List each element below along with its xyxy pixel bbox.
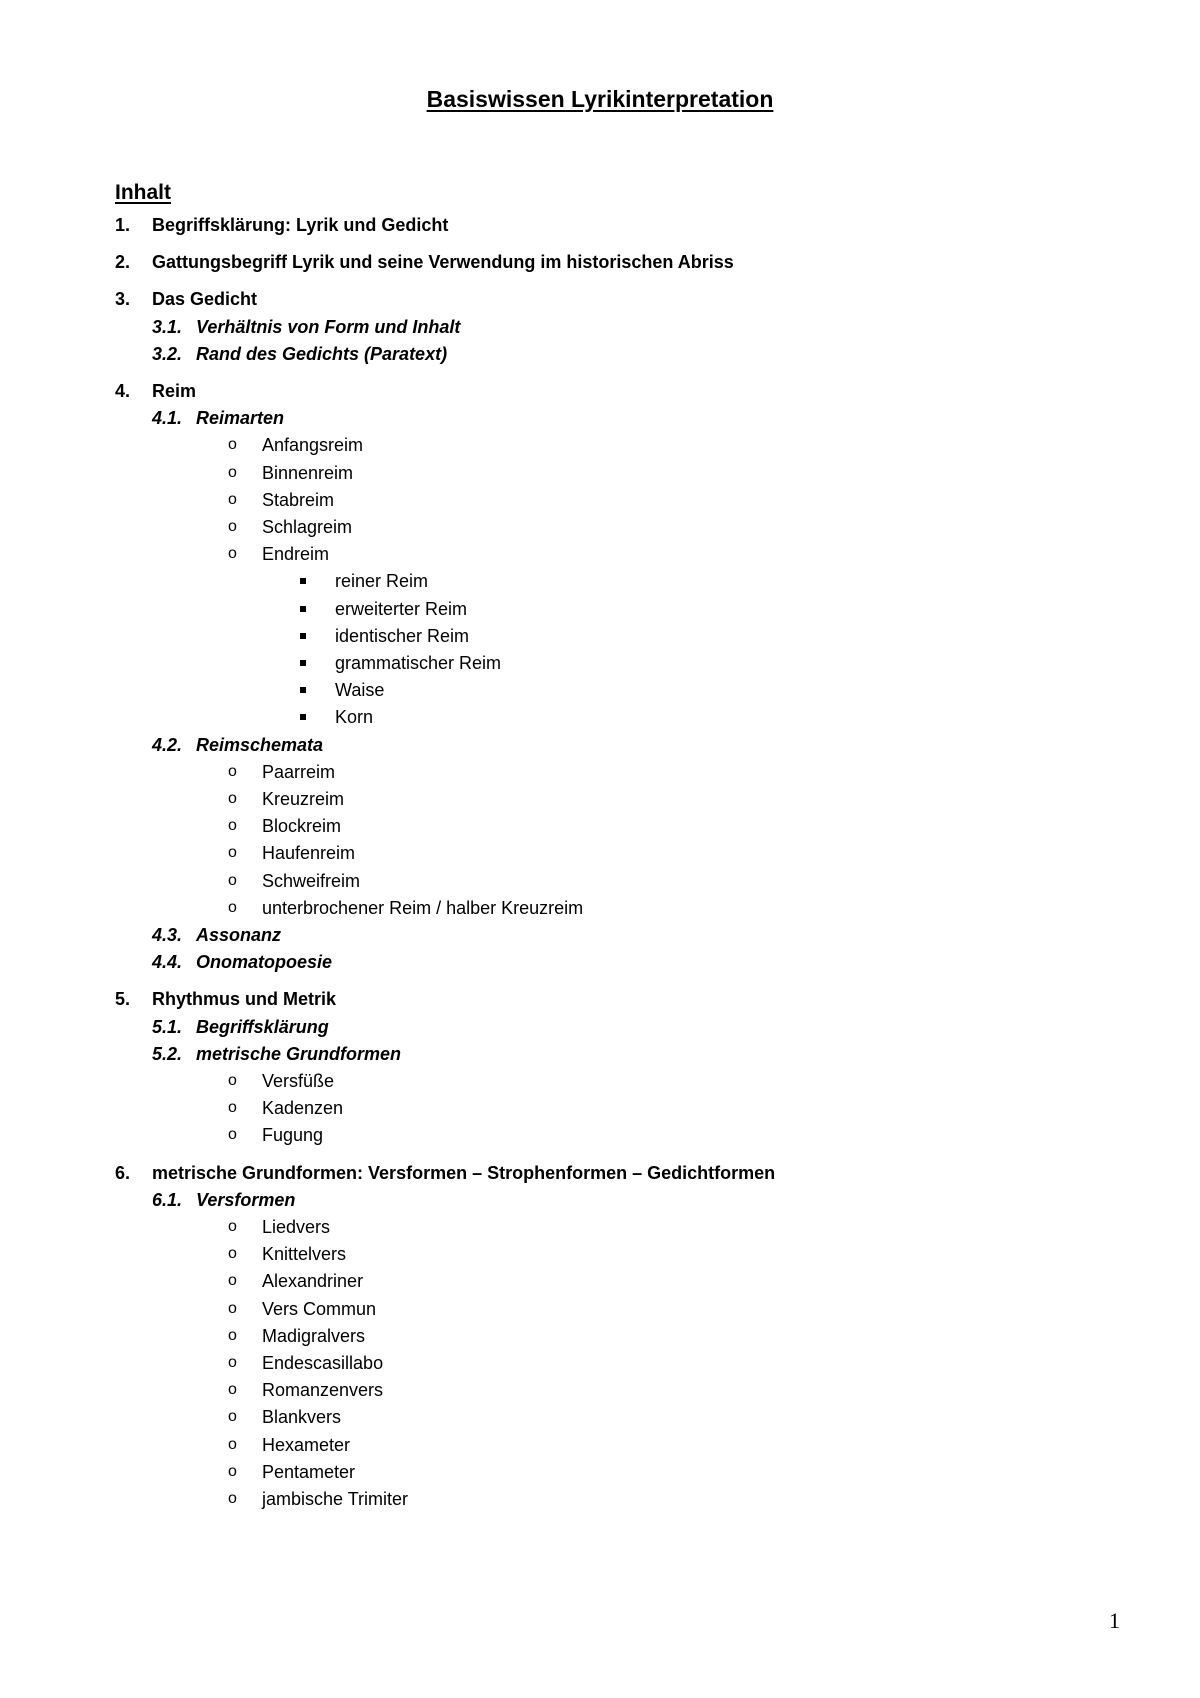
circle-bullet-icon: o	[228, 1462, 237, 1480]
circle-bullet-icon: o	[228, 1381, 237, 1399]
toc-entry-text: Paarreim	[262, 761, 336, 782]
toc-entry-number: 1.	[115, 215, 131, 235]
toc-entry-number: 5.2.	[152, 1043, 183, 1064]
toc-entry-number: 4.1.	[152, 408, 183, 429]
circle-bullet-icon: o	[228, 1099, 237, 1117]
toc-entry-text: Reim	[152, 381, 197, 401]
toc-entry-text: Anfangsreim	[262, 435, 364, 456]
circle-bullet-icon: o	[228, 463, 237, 481]
circle-bullet-icon: o	[228, 490, 237, 508]
toc-entry-text: Liedvers	[262, 1217, 331, 1237]
toc-entry-text: Blockreim	[262, 816, 342, 837]
circle-bullet-icon: o	[228, 1354, 237, 1371]
toc-entry-number: 6.	[115, 1162, 131, 1183]
toc-entry-text: Reimschemata	[196, 734, 324, 755]
toc-entry-text: Endescasillabo	[262, 1353, 384, 1373]
toc-entry-text: Assonanz	[196, 925, 282, 945]
toc-entry-number: 2.	[115, 252, 131, 273]
square-bullet-icon	[300, 633, 306, 639]
toc-entry-number: 4.2.	[152, 734, 183, 755]
toc-entry-text: Endreim	[262, 544, 330, 565]
circle-bullet-icon: o	[228, 1126, 237, 1144]
square-bullet-icon	[300, 714, 306, 720]
toc-entry-text: Schweifreim	[262, 870, 361, 891]
toc-entry-text: Haufenreim	[262, 843, 356, 864]
toc-entry-text: Vers Commun	[262, 1298, 377, 1319]
toc-entry-text: Korn	[335, 707, 374, 728]
toc-entry-text: jambische Trimiter	[262, 1489, 409, 1509]
circle-bullet-icon: o	[228, 844, 237, 862]
toc-entry-number: 5.	[115, 989, 131, 1010]
toc-entry-text: metrische Grundformen	[196, 1043, 402, 1064]
toc-entry-text: Stabreim	[262, 489, 335, 510]
toc-entry-text: Versfüße	[262, 1071, 335, 1091]
circle-bullet-icon: o	[228, 898, 237, 916]
toc-entry-text: Alexandriner	[262, 1271, 364, 1292]
toc-entry-number: 3.1.	[152, 316, 183, 337]
toc-entry-text: reiner Reim	[335, 571, 429, 592]
page-number: 1	[1109, 1608, 1120, 1633]
toc-entry-text: Kreuzreim	[262, 789, 345, 809]
toc-entry-text: erweiterter Reim	[335, 598, 468, 619]
toc-entry-text: Kadenzen	[262, 1098, 344, 1119]
toc-entry-number: 6.1.	[152, 1189, 183, 1210]
toc-entry-text: Romanzenvers	[262, 1380, 384, 1401]
toc-entry-text: identischer Reim	[335, 625, 470, 646]
toc-entry-number: 4.3.	[152, 925, 183, 945]
square-bullet-icon	[300, 578, 306, 584]
toc-entry-text: Das Gedicht	[152, 289, 258, 310]
document-title: Basiswissen Lyrikinterpretation	[426, 86, 774, 112]
circle-bullet-icon: o	[228, 1490, 237, 1507]
square-bullet-icon	[300, 606, 306, 612]
toc-entry-text: Madigralvers	[262, 1325, 366, 1346]
toc-entry-number: 5.1.	[152, 1016, 183, 1037]
toc-entry-text: Fugung	[262, 1125, 324, 1146]
toc-entry-text: Waise	[335, 680, 385, 701]
square-bullet-icon	[300, 687, 306, 693]
toc-entry-text: Pentameter	[262, 1461, 356, 1482]
circle-bullet-icon: o	[228, 1272, 237, 1290]
toc-heading: Inhalt	[115, 181, 171, 204]
toc-entry-text: Schlagreim	[262, 517, 353, 537]
circle-bullet-icon: o	[228, 1245, 237, 1263]
toc-entry-text: Hexameter	[262, 1434, 351, 1455]
toc-entry-number: 3.	[115, 289, 131, 310]
toc-entry-text: grammatischer Reim	[335, 653, 502, 673]
toc-entry-text: Rand des Gedichts (Paratext)	[196, 343, 448, 364]
circle-bullet-icon: o	[228, 762, 237, 780]
toc-entry-text: Gattungsbegriff Lyrik und seine Verwendung im historischen Abriss	[152, 252, 734, 273]
circle-bullet-icon: o	[228, 1408, 237, 1426]
toc-entry-text: metrische Grundformen: Versformen – Strophenformen – Gedichtformen	[152, 1162, 776, 1183]
circle-bullet-icon: o	[228, 1326, 237, 1344]
circle-bullet-icon: o	[228, 436, 237, 454]
toc-entry-text: Blankvers	[262, 1407, 342, 1428]
toc-entry-number: 3.2.	[152, 343, 183, 364]
circle-bullet-icon: o	[228, 790, 237, 807]
toc-entry-text: Onomatopoesie	[196, 952, 333, 973]
toc-entry-text: Knittelvers	[262, 1244, 347, 1265]
square-bullet-icon	[300, 660, 306, 666]
toc-entry-text: Rhythmus und Metrik	[152, 989, 337, 1010]
toc-entry-text: Verhältnis von Form und Inhalt	[196, 316, 461, 337]
toc-entry-number: 4.4.	[152, 952, 183, 973]
toc-entry-text: Reimarten	[196, 408, 285, 429]
circle-bullet-icon: o	[228, 545, 237, 563]
toc-entry-text: unterbrochener Reim / halber Kreuzreim	[262, 897, 584, 918]
circle-bullet-icon: o	[228, 871, 237, 889]
toc-entry-text: Begriffsklärung	[196, 1016, 329, 1037]
circle-bullet-icon: o	[228, 518, 237, 535]
toc-entry-text: Versformen	[196, 1189, 296, 1210]
circle-bullet-icon: o	[228, 1218, 237, 1235]
circle-bullet-icon: o	[228, 1435, 237, 1453]
toc-entry-text: Begriffsklärung: Lyrik und Gedicht	[152, 215, 449, 235]
toc-entry-text: Binnenreim	[262, 462, 354, 483]
circle-bullet-icon: o	[228, 1072, 237, 1089]
circle-bullet-icon: o	[228, 1299, 237, 1317]
toc-entry-number: 4.	[115, 381, 131, 401]
circle-bullet-icon: o	[228, 817, 237, 835]
